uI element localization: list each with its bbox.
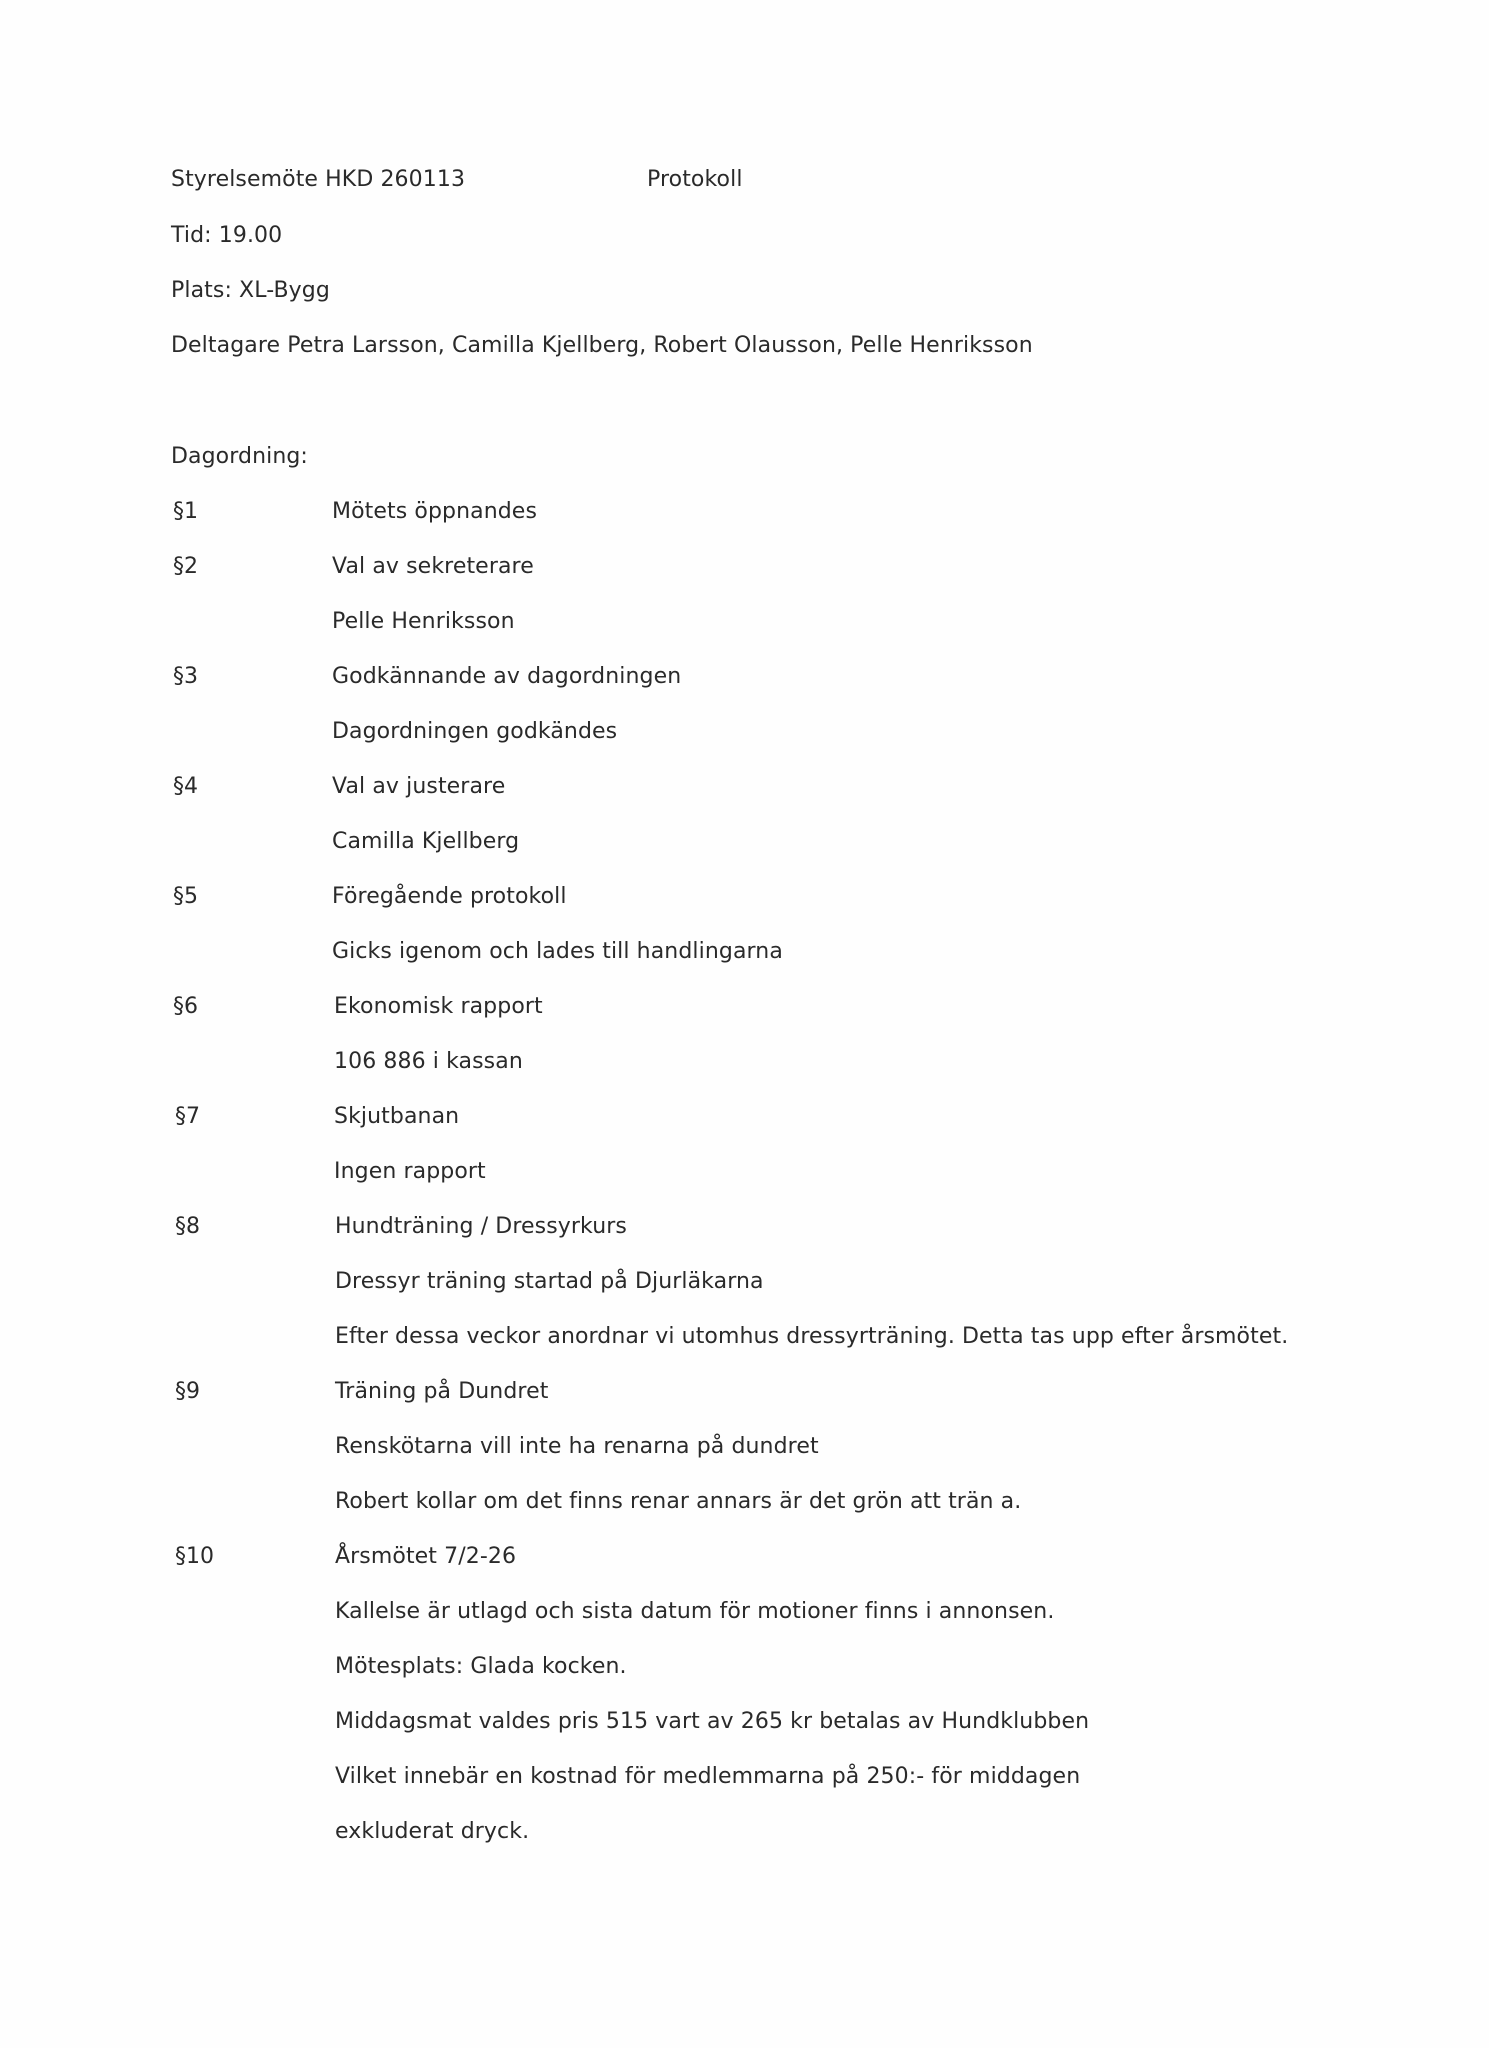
item-title: Mötets öppnandes: [332, 499, 538, 524]
item-note: Dagordningen godkändes: [332, 719, 618, 744]
meeting-place: Plats: XL-Bygg: [171, 278, 330, 303]
item-number: §1: [173, 499, 198, 524]
item-number: §6: [173, 994, 198, 1019]
item-note: Camilla Kjellberg: [332, 829, 520, 854]
item-title: Skjutbanan: [334, 1104, 460, 1129]
item-number: §2: [173, 554, 198, 579]
item-number: §10: [175, 1544, 214, 1569]
participants: Deltagare Petra Larsson, Camilla Kjellberg, Robert Olausson, Pelle Henriksson: [171, 333, 1033, 358]
meeting-title: Styrelsemöte HKD 260113: [171, 167, 466, 192]
item-note: Gicks igenom och lades till handlingarna: [332, 939, 783, 964]
agenda-heading: Dagordning:: [171, 444, 308, 469]
item-number: §5: [173, 884, 198, 909]
item-note: Robert kollar om det finns renar annars är det grön att trän a.: [335, 1489, 1022, 1514]
item-note: Renskötarna vill inte ha renarna på dundret: [335, 1434, 819, 1459]
item-number: §8: [175, 1214, 200, 1239]
item-title: Godkännande av dagordningen: [332, 664, 682, 689]
item-title: Hundträning / Dressyrkurs: [335, 1214, 627, 1239]
item-note: Vilket innebär en kostnad för medlemmarna på 250:- för middagen: [335, 1764, 1081, 1789]
item-note: Pelle Henriksson: [332, 609, 515, 634]
item-title: Val av sekreterare: [332, 554, 534, 579]
item-note: Middagsmat valdes pris 515 vart av 265 kr betalas av Hundklubben: [335, 1709, 1090, 1734]
item-note: exkluderat dryck.: [335, 1819, 530, 1844]
item-note: Ingen rapport: [334, 1159, 486, 1184]
item-title: Ekonomisk rapport: [334, 994, 543, 1019]
item-number: §4: [173, 774, 198, 799]
item-note: Kallelse är utlagd och sista datum för motioner finns i annonsen.: [335, 1599, 1055, 1624]
item-number: §7: [175, 1104, 200, 1129]
item-title: Träning på Dundret: [335, 1379, 549, 1404]
item-number: §3: [173, 664, 198, 689]
item-note: Efter dessa veckor anordnar vi utomhus dressyrträning. Detta tas upp efter årsmötet.: [335, 1324, 1289, 1349]
document-type: Protokoll: [647, 167, 743, 192]
item-title: Årsmötet 7/2-26: [335, 1544, 517, 1569]
item-note: Mötesplats: Glada kocken.: [335, 1654, 627, 1679]
item-title: Föregående protokoll: [332, 884, 567, 909]
meeting-time: Tid: 19.00: [171, 223, 283, 248]
item-note: 106 886 i kassan: [334, 1049, 523, 1074]
item-number: §9: [175, 1379, 200, 1404]
item-note: Dressyr träning startad på Djurläkarna: [335, 1269, 764, 1294]
item-title: Val av justerare: [332, 774, 506, 799]
